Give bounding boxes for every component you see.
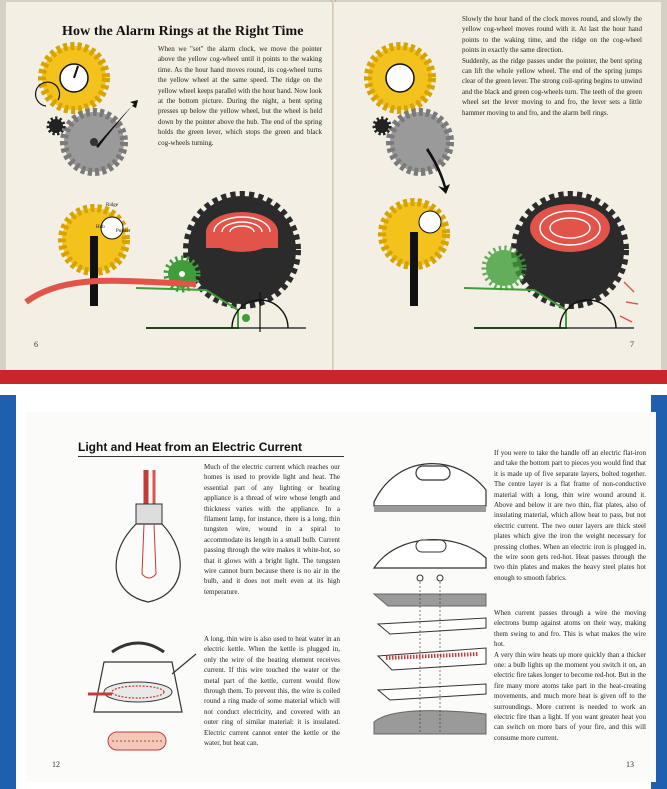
kettle-icon xyxy=(82,632,202,772)
yellow-cog-wheel xyxy=(42,46,106,110)
iron-body-top: If you were to take the handle off an electric flat-iron and take the bottom part to pieces you would find that it is made up of five separate layers, bolted together. The centre layer is a flat frame of non-conductive material with a long, thin wire wound around it. Above and below it are two thin, flat plates, also of insulating material, which allow heat to pass, but not electric current. The two outer layers are thick steel plates which give the iron the weight necessary for pressing clothes. When an electric iron is plugged in, the wire soon gets red-hot. Heat passes through the two thin plates and makes the heavy steel plates hot enough to smooth fabrics. xyxy=(494,449,646,582)
light-bulb-icon xyxy=(96,464,196,614)
label-pointer: Pointer xyxy=(116,229,131,234)
label-ridge: Ridge xyxy=(106,203,118,208)
page-6 xyxy=(6,2,332,370)
black-small-cog xyxy=(49,119,63,133)
red-book-binding xyxy=(0,370,667,384)
flat-iron-icon xyxy=(368,432,492,762)
page-number-7: 7 xyxy=(630,340,634,349)
title-underline xyxy=(78,456,344,457)
blue-cover-left xyxy=(0,395,16,789)
page-number-12: 12 xyxy=(52,760,60,769)
page-12 xyxy=(26,412,344,782)
page-number-13: 13 xyxy=(626,760,634,769)
page-7 xyxy=(334,2,661,370)
gray-cog-wheel xyxy=(64,112,124,172)
electric-body-top: Much of the electric current which reaches our homes is used to provide light and heat. The essential part of any lighting or heating appliance is a thread of wire whose length and thickness varies with the appliance. In a filament lamp, for instance, there is a long, thin tungsten wire, wound in a spiral to accommodate its length in a small bulb. Current passing through the wire makes it white-hot, so that it glows with a bright light. The tungsten wire cannot burn because there is no air in the bulb, and it does not melt even at its high temperature. xyxy=(204,463,340,596)
page-number-6: 6 xyxy=(34,340,38,349)
page-title-electric: Light and Heat from an Electric Current xyxy=(78,440,303,454)
alarm-body-left: When we "set" the alarm clock, we move the pointer above the yellow cog-wheel until it points to the waking time. As the hour hand moves round, its cog-wheel turns the yellow wheel at the same speed. The ridge on the yellow wheel keeps parallel with the hour hand. Now look at the bottom picture. During the night, a bent spring presses up below the yellow wheel, but the wheel is held down by the pointer above the hub. The end of the spring holds the green lever, which stops the green and black cog-wheels turning. xyxy=(158,45,322,147)
label-hub: Hub xyxy=(96,225,105,230)
iron-whole xyxy=(374,464,486,512)
iron-layer-thin-plate-2 xyxy=(378,684,486,700)
alarm-mechanism-illustration xyxy=(6,192,332,362)
electric-body-bottom: A long, thin wire is also used to heat water in an electric kettle. When the kettle is plugged in, only the wire of the heating element receives current. If this wire touched the water or the metal part of the kettle, current would flow through them. To prevent this, the wire is coiled round a ring made of some material which will not conduct electricity, and covered with an outer ring of similar material: it is insulated. Electric current cannot enter the kettle or the water, but heat can. xyxy=(204,635,340,748)
alarm-mechanism-ringing xyxy=(334,192,661,362)
iron-layer-steel-top xyxy=(374,594,486,606)
alarm-body-right: Slowly the hour hand of the clock moves round, and slowly the yellow cog-wheel moves round with it. At last the hour hand points to the waking time, and the ridge on the cog-wheel points in exactly the same direction. Suddenly, as the ridge passes under the pointer, the bent spring can lift the whole yellow wheel. The end of the spring jumps clear of the green lever. The strong coil-spring begins to unwind and the black and green cog-wheels turn. The teeth of the green wheel set the lever moving to and fro, the lever sets a little hammer moving to and fro, and the alarm bell rings. xyxy=(462,15,642,117)
page-title-alarm: How the Alarm Rings at the Right Time xyxy=(62,24,304,39)
iron-layer-heating-element xyxy=(378,648,486,670)
cog-wheel-icon-right xyxy=(352,42,482,192)
iron-body-bottom: When current passes through a wire the moving electrons bump against atoms on their way, making them swing to and fro. This is what makes the wire hot. A very thin wire heats up more quickly than a thicker one: a bulb lights up the moment you switch it on, an electric fire takes longer to become red-hot. But in the fire many more atoms take part in the heat-creating movements, and much more heat is given off to the surroundings. More current is needed to work an electric fire than a light. If you want greater heat you can switch on more bars of your fire, and this will consume more current. xyxy=(494,609,646,742)
page-13 xyxy=(344,412,656,782)
coil-spring-black-gear xyxy=(188,196,296,304)
cog-wheel-icon xyxy=(26,42,156,172)
iron-layer-top-cover xyxy=(374,540,486,581)
iron-layer-thin-plate-1 xyxy=(378,618,486,634)
iron-layer-steel-sole xyxy=(374,711,486,734)
yellow-cog-wheel-lower xyxy=(62,208,126,306)
